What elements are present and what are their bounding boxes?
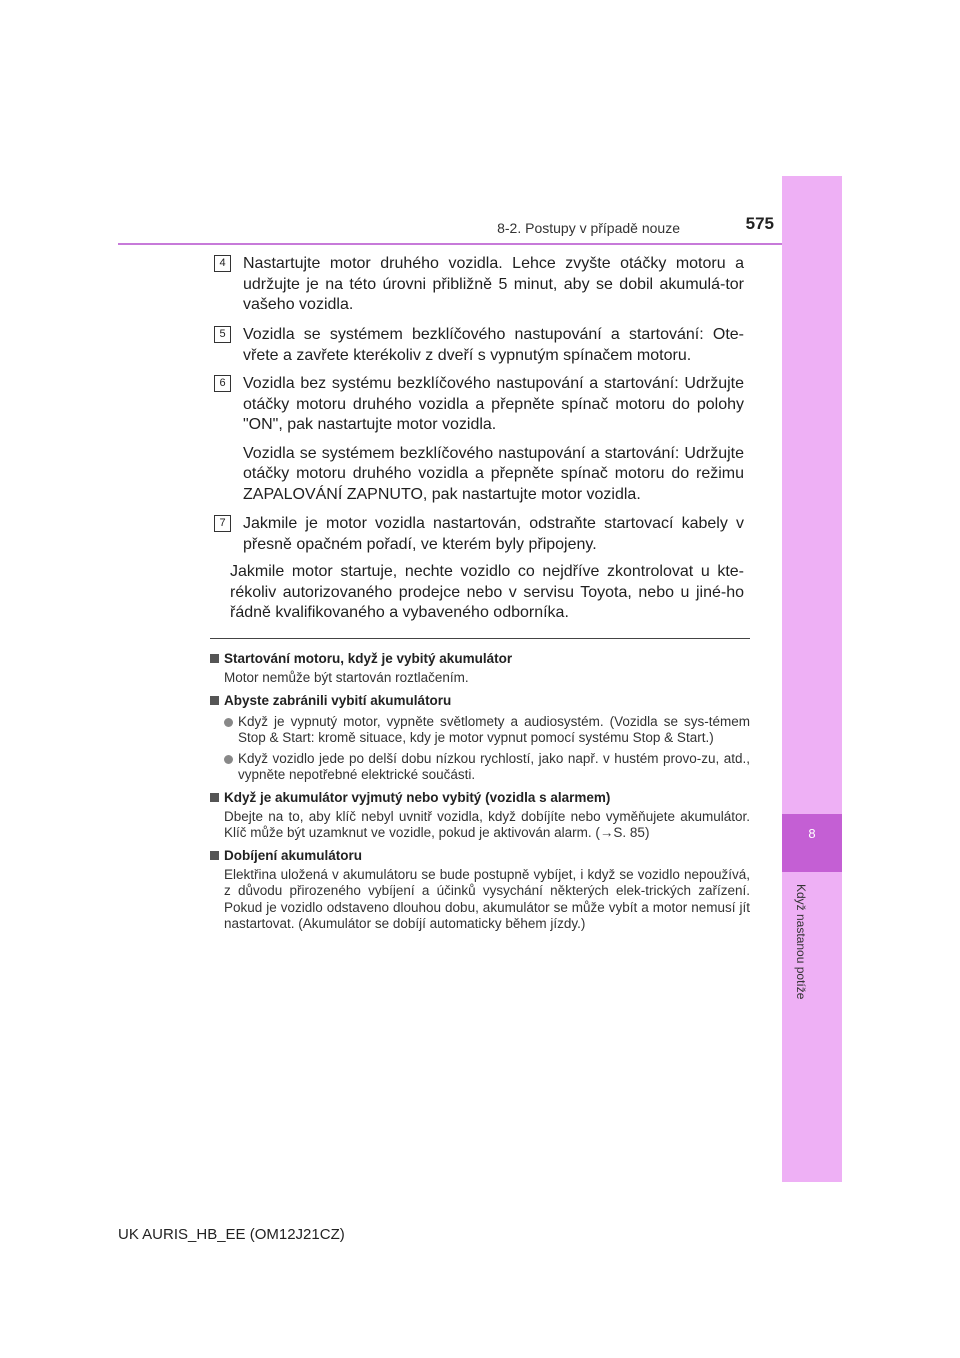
square-bullet-icon bbox=[210, 793, 219, 802]
step-text: Jakmile je motor vozidla nastartován, odstraňte startovací kabely v přesně opačném pořadí, ve kterém byly připojeny. bbox=[243, 515, 744, 553]
section-reference: 8-2. Postupy v případě nouze bbox=[497, 220, 680, 236]
step-number-badge: 5 bbox=[214, 326, 231, 343]
follow-up-note: Jakmile motor startuje, nechte vozidlo co nejdříve zkontrolovat u kte-rékoliv autorizovaného prodejce nebo v servisu Toyota, nebo u jiné-ho řádně kvalifikovaného a vybaveného odborníka. bbox=[230, 563, 744, 621]
chapter-side-tab bbox=[782, 176, 842, 1182]
info-body: Dbejte na to, aby klíč nebyl uvnitř vozidla, když dobíjíte nebo vyměňujete akumulátor. Klíč může být uzamknut ve vozidle, pokud je aktivován alarm. (→S. 85) bbox=[224, 808, 750, 840]
page-number: 575 bbox=[745, 214, 774, 233]
bullet-item: Když je vypnutý motor, vypněte světlomety a audiosystém. (Vozidla se sys-témem Stop & Start: kromě situace, kdy je motor vypnut pomocí systému Stop & Start.) bbox=[224, 714, 750, 747]
step-number-badge: 6 bbox=[214, 375, 231, 392]
info-item bbox=[210, 650, 750, 687]
step-text: Vozidla bez systému bezklíčového nastupování a startování: Udržujte otáčky motoru druhého vozidla a přepněte spínač motoru do polohy "ON", pak nastartujte motor vozidla. bbox=[243, 375, 744, 433]
chapter-number-tab bbox=[782, 814, 842, 872]
info-body: Elektřina uložená v akumulátoru se bude postupně vybíjet, i když se vozidlo nepoužívá, z důvodu přirozeného vybíjení a účinků vysychání některých elek-trických zařízení. Pokud je vozidlo odstaveno dlouhou dobu, akumulátor se může vybít a motor nemusí jít nastartovat. (Akumulátor se dobíjí automaticky během jízdy.) bbox=[224, 866, 750, 931]
step-5 bbox=[214, 325, 744, 374]
circle-bullet-icon bbox=[224, 755, 233, 764]
chapter-title: Když nastanou potíže bbox=[794, 884, 808, 1000]
info-heading: Abyste zabránili vybití akumulátoru bbox=[224, 692, 452, 708]
step-text: Nastartujte motor druhého vozidla. Lehce zvyšte otáčky motoru a udržujte je na této úrovni přibližně 5 minut, aby se dobil akumulá-tor vašeho vozidla. bbox=[243, 255, 744, 313]
info-item bbox=[210, 789, 750, 842]
step-text: Vozidla se systémem bezklíčového nastupování a startování: Udržujte otáčky motoru druhého vozidla a přepněte spínač motoru do režimu ZAPALOVÁNÍ ZAPNUTO, pak nastartujte motor vozidla. bbox=[243, 444, 744, 503]
info-item bbox=[210, 692, 750, 784]
info-heading: Startování motoru, když je vybitý akumulátor bbox=[224, 651, 513, 666]
step-text: Vozidla se systémem bezklíčového nastupování a startování: Ote-vřete a zavřete kterékoliv z dveří s vypnutým spínačem motoru. bbox=[243, 326, 744, 364]
step-7 bbox=[214, 514, 744, 563]
bullet-item: Když vozidlo jede po delší dobu nízkou rychlostí, jako např. v hustém provo-zu, atd., vypněte nepotřebné elektrické součásti. bbox=[224, 751, 750, 784]
square-bullet-icon bbox=[210, 696, 219, 705]
section-divider bbox=[210, 638, 750, 639]
info-heading: Dobíjení akumulátoru bbox=[224, 847, 363, 863]
step-number-badge: 7 bbox=[214, 515, 231, 532]
info-section bbox=[210, 650, 750, 938]
info-body: Motor nemůže být startován roztlačením. bbox=[224, 670, 469, 685]
info-item bbox=[210, 847, 750, 933]
step-number-badge: 4 bbox=[214, 255, 231, 272]
square-bullet-icon bbox=[210, 851, 219, 860]
header-rule bbox=[118, 243, 782, 245]
square-bullet-icon bbox=[210, 654, 219, 663]
step-6 bbox=[214, 374, 744, 513]
circle-bullet-icon bbox=[224, 718, 233, 727]
info-heading: Když je akumulátor vyjmutý nebo vybitý (vozidla s alarmem) bbox=[224, 789, 611, 805]
step-4 bbox=[214, 254, 744, 324]
document-footer: UK AURIS_HB_EE (OM12J21CZ) bbox=[118, 1226, 345, 1243]
chapter-number: 8 bbox=[808, 826, 816, 841]
